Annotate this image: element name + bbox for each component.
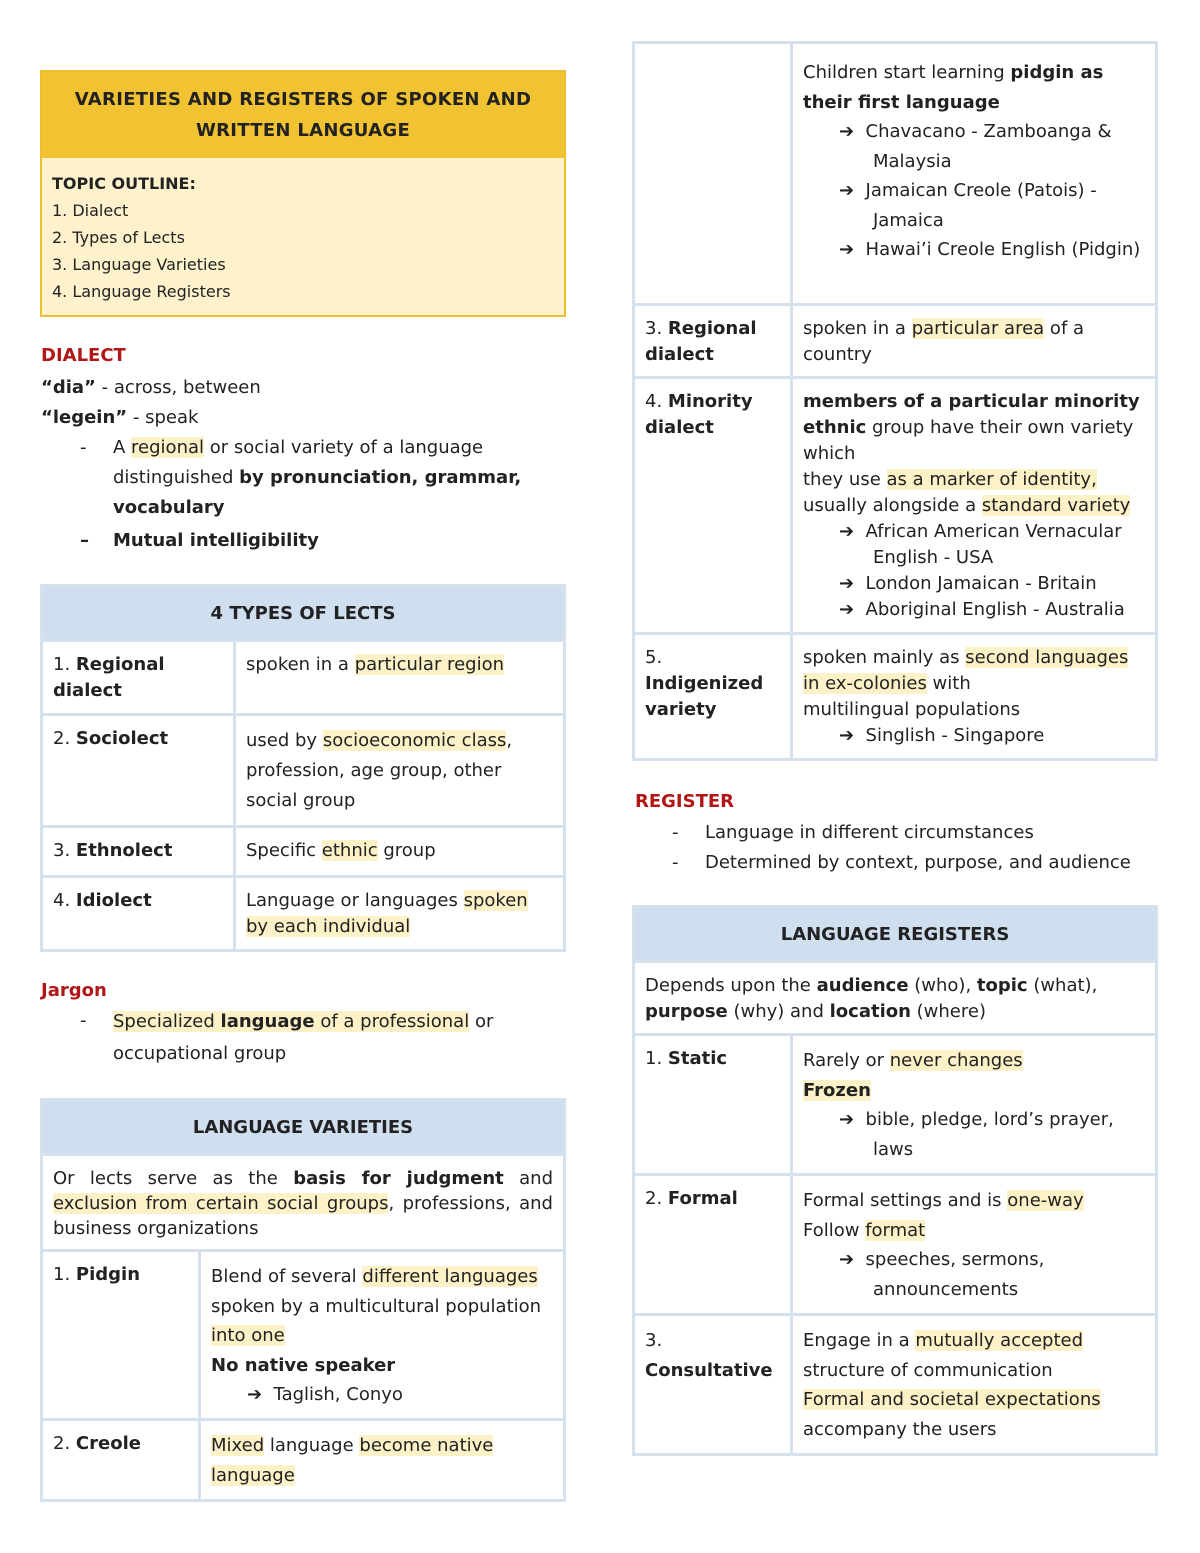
table-row: 2. Creole Mixed language become native language	[42, 1419, 565, 1500]
table-row: 3. Regional dialect spoken in a particular area of a country	[634, 305, 1157, 378]
dialect-bullet: - A regional or social variety of a language distinguished by pronunciation, grammar, vocabulary	[80, 437, 522, 518]
lects-table-heading: 4 TYPES OF LECTS	[42, 586, 565, 641]
table-row: Or lects serve as the basis for judgment and exclusion from certain social groups, professions, and business organizations	[42, 1155, 565, 1251]
topic-outline	[42, 158, 564, 315]
language-registers-table	[632, 905, 1158, 1456]
registers-table-heading: LANGUAGE REGISTERS	[634, 907, 1157, 962]
register-heading: REGISTER	[635, 791, 735, 812]
outline-item: 1. Dialect	[52, 201, 129, 220]
table-row: 2. Formal Formal settings and is one-way Follow format ➔ speeches, sermons, announcements	[634, 1175, 1157, 1315]
outline-item: 4. Language Registers	[52, 282, 231, 301]
page-title: VARIETIES AND REGISTERS OF SPOKEN AND WRITTEN LANGUAGE	[42, 72, 564, 158]
table-row: Depends upon the audience (who), topic (what), purpose (why) and location (where)	[634, 962, 1157, 1035]
table-row: 1. Static Rarely or never changes Frozen ➔ bible, pledge, lord’s prayer, laws	[634, 1035, 1157, 1175]
register-bullet: - Language in different circumstances	[672, 822, 1034, 843]
table-row: 4. Idiolect Language or languages spoken by each individual	[42, 877, 565, 951]
dialect-heading: DIALECT	[41, 345, 126, 366]
jargon-heading: Jargon	[41, 980, 107, 1001]
table-row: 2. Sociolect used by socioeconomic class, profession, age group, other social group	[42, 715, 565, 827]
table-row: Children start learning pidgin as their first language ➔ Chavacano - Zamboanga & Malaysia ➔ Jamaican Creole (Patois) - Jamaica ➔ Hawai’i Creole English (Pidgin)	[634, 43, 1157, 305]
language-varieties-table-continued	[632, 41, 1158, 761]
dia-definition: “dia” - across, between	[41, 377, 261, 398]
register-bullet: - Determined by context, purpose, and audience	[672, 852, 1131, 873]
jargon-bullet: - Specialized language of a professional or occupational group	[80, 1010, 494, 1064]
mutual-intelligibility-bullet: – Mutual intelligibility	[80, 530, 319, 551]
lects-table	[40, 584, 566, 952]
table-row: 5. Indigenized variety spoken mainly as second languages in ex-colonies with multilingual populations ➔ Singlish - Singapore	[634, 634, 1157, 760]
table-row: 3. Ethnolect Specific ethnic group	[42, 827, 565, 877]
language-varieties-table	[40, 1098, 566, 1502]
legein-definition: “legein” - speak	[41, 407, 199, 428]
table-row: 4. Minority dialect members of a particular minority ethnic group have their own variety which they use as a marker of identity, usually alongside a standard variety ➔ African American Vernacular English - USA ➔ London Jamaican - Britain ➔ Aboriginal English - Australia	[634, 378, 1157, 634]
outline-item: 2. Types of Lects	[52, 228, 185, 247]
outline-item: 3. Language Varieties	[52, 255, 226, 274]
table-row: 1. Regional dialect spoken in a particular region	[42, 641, 565, 715]
outline-heading: TOPIC OUTLINE:	[52, 174, 196, 193]
table-row: 3. Consultative Engage in a mutually accepted structure of communication Formal and societal expectations accompany the users	[634, 1315, 1157, 1455]
varieties-table-heading: LANGUAGE VARIETIES	[42, 1100, 565, 1155]
table-row: 1. Pidgin Blend of several different languages spoken by a multicultural population into one No native speaker ➔ Taglish, Conyo	[42, 1251, 565, 1420]
title-box	[40, 70, 566, 317]
